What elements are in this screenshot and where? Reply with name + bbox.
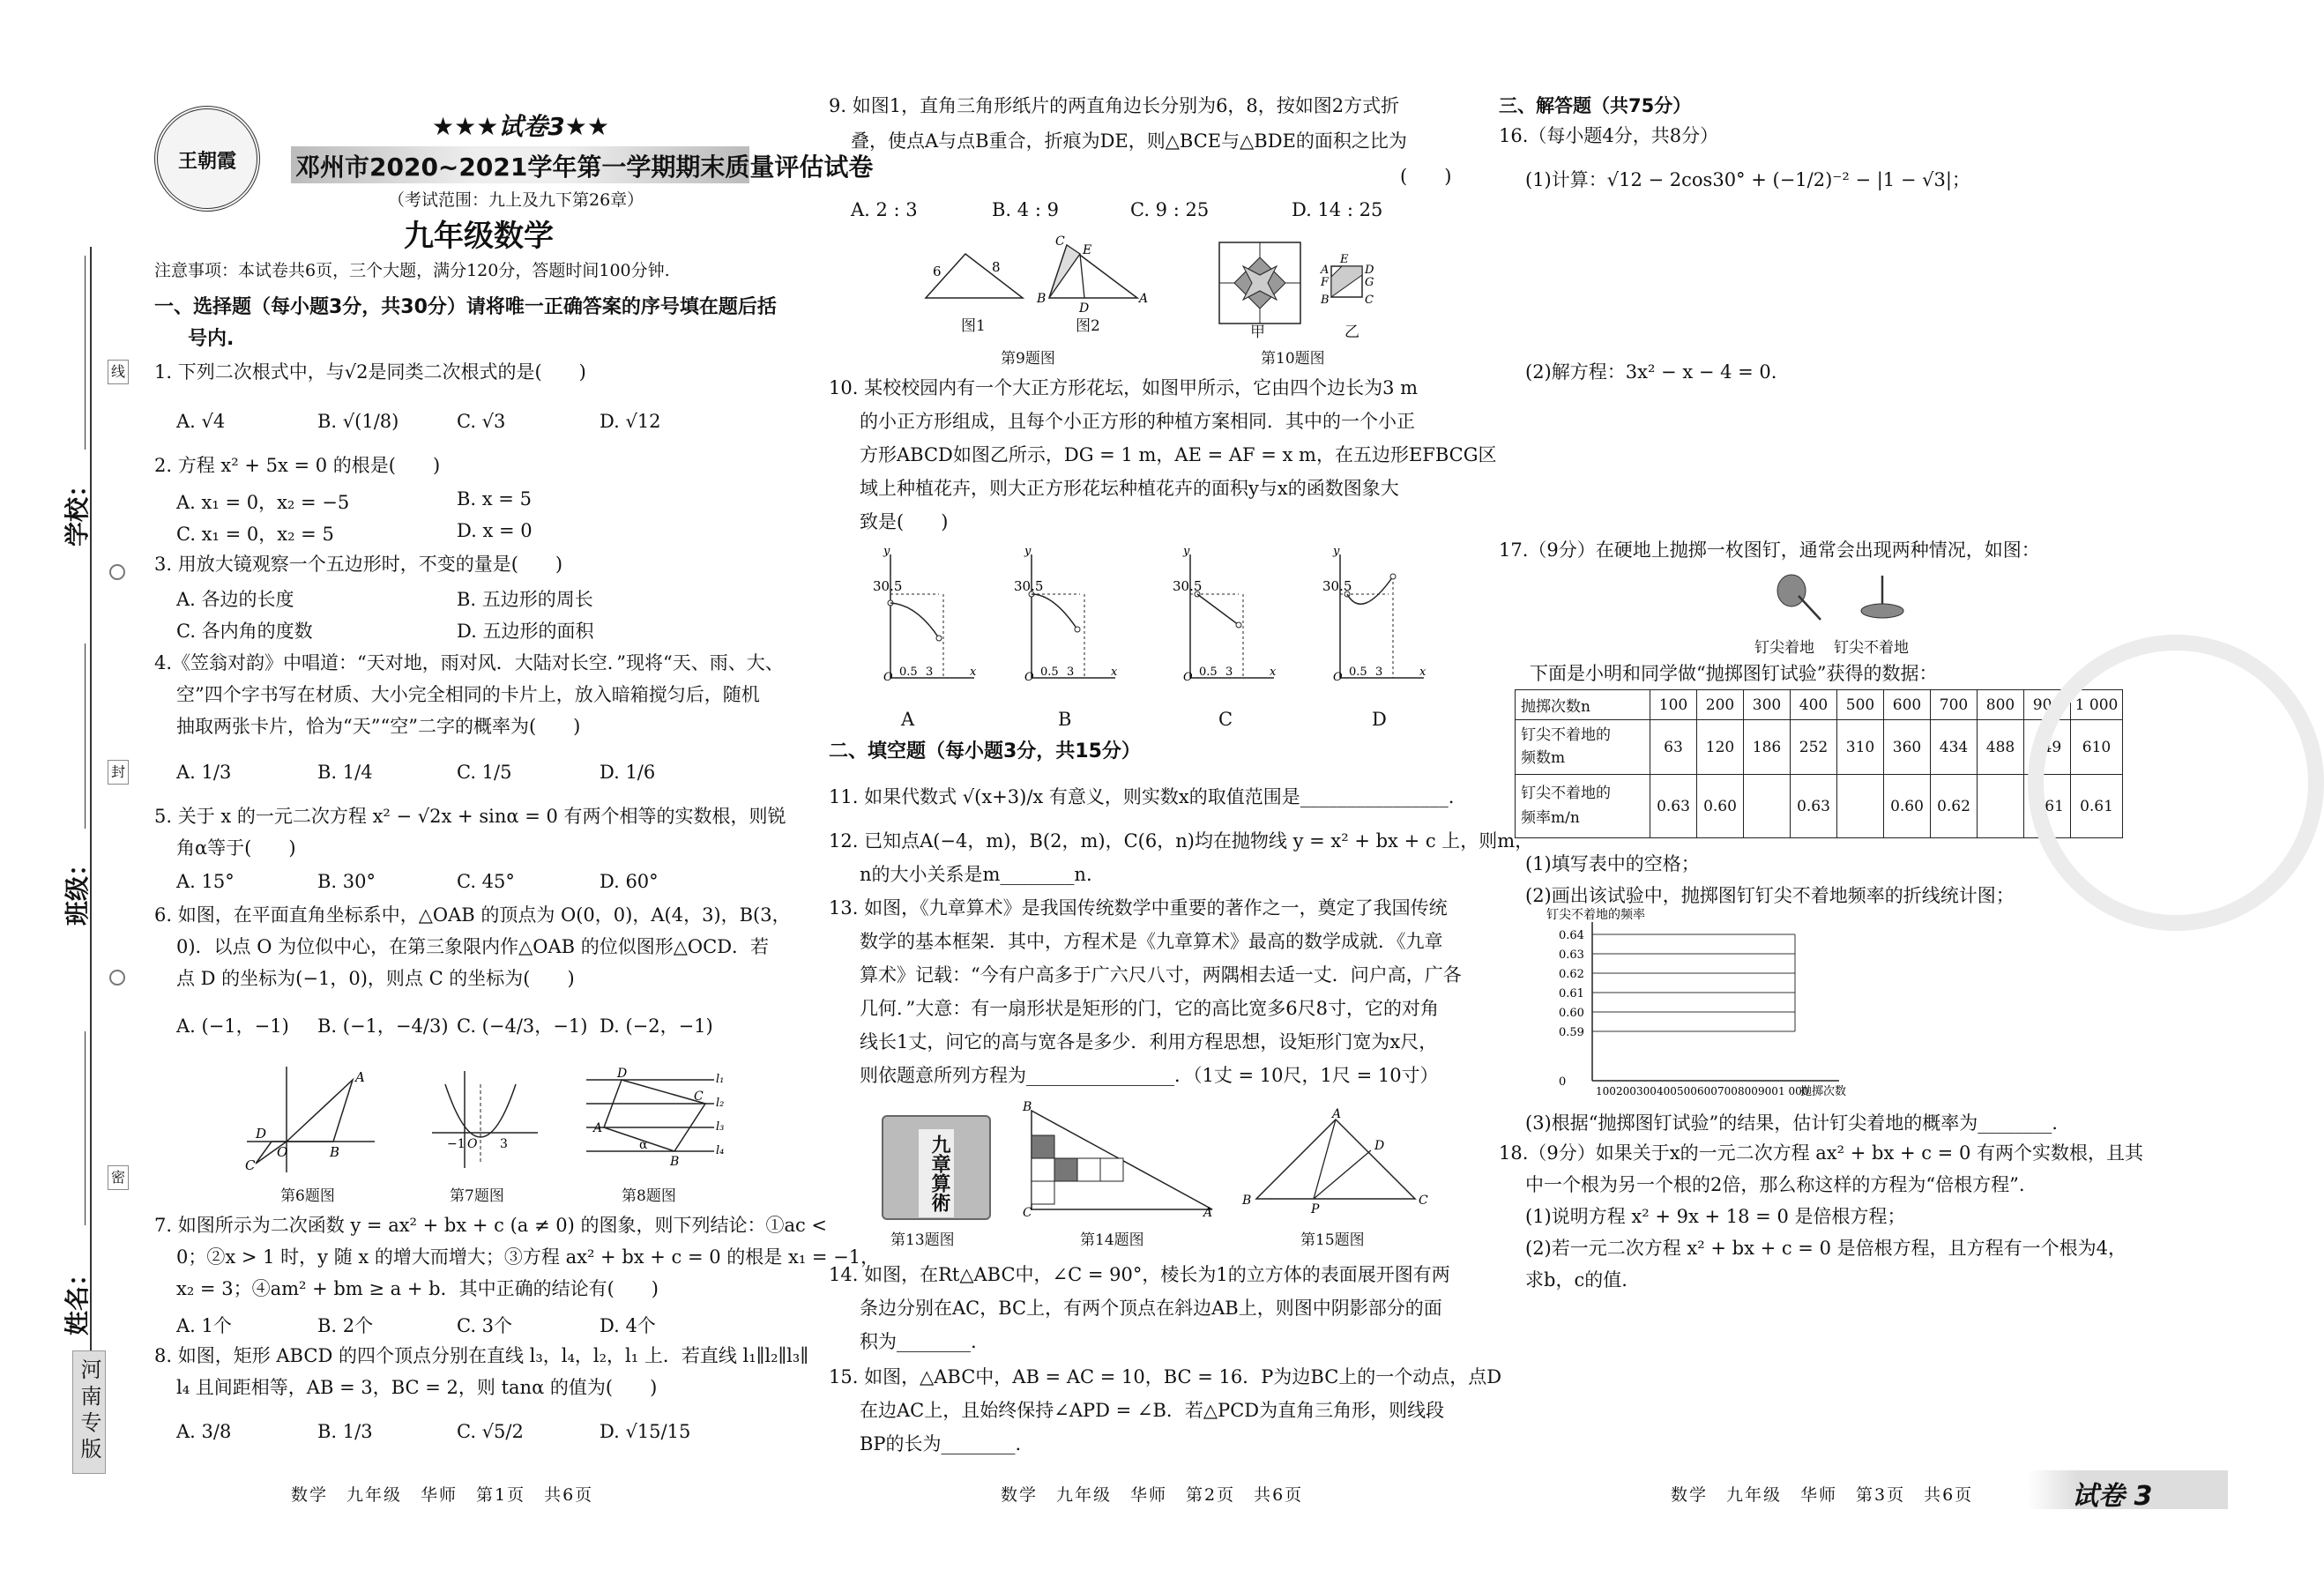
exam-notice: 注意事项：本试卷共6页，三个大题，满分120分，答题时间100分钟.	[154, 261, 670, 280]
option-a[interactable]: A. x₁ = 0，x₂ = −5	[176, 492, 350, 513]
chart-y-tick: 0.60	[1559, 1007, 1584, 1020]
svg-text:E: E	[1083, 243, 1092, 257]
question-16-part-1: (1)计算：√12 − 2cos30° + (−1/2)⁻² − |1 − √3|；	[1525, 169, 1970, 190]
logo	[154, 106, 260, 212]
question-stem: 数学的基本框架．其中，方程术是《九章算术》最高的数学成就．《九章	[860, 931, 1443, 952]
question-16-title: 16.（每小题4分，共8分）	[1499, 125, 1719, 146]
figure-label: 乙	[1344, 324, 1359, 341]
question-stem: 算术》记载：“今有户高多于广六尺八寸，两隅相去适一丈．问户高，广各	[860, 964, 1462, 986]
chart-y-tick: 0.62	[1559, 968, 1584, 981]
table-cell: 700	[1931, 690, 1978, 720]
question-stem: 10. 某校校园内有一个大正方形花坛，如图甲所示，它由四个边长为3 m	[829, 377, 1419, 398]
question-stem: 条边分别在AC，BC上，有两个顶点在斜边AB上，则图中阴影部分的面	[860, 1298, 1442, 1319]
question-stem: (1)说明方程 x² + 9x + 18 = 0 是倍根方程；	[1525, 1206, 1906, 1227]
chart-y-label: 钉尖不着地的频率	[1546, 908, 1645, 922]
svg-text:α: α	[639, 1138, 648, 1152]
table-cell: 0.63	[1791, 775, 1837, 838]
figure-label: 图1	[961, 317, 986, 335]
table-cell: 0.62	[1931, 775, 1978, 838]
question-stem: 点 D 的坐标为(−1，0)，则点 C 的坐标为( )	[176, 968, 575, 989]
figure-label: 图2	[1076, 317, 1100, 335]
svg-text:E: E	[1340, 253, 1349, 266]
question-stem: 抽取两张卡片，恰为“天”“空”二字的概率为( )	[176, 716, 581, 737]
question-stem: 14. 如图，在Rt△ABC中，∠C = 90°，棱长为1的立方体的表面展开图有两	[829, 1264, 1450, 1285]
footer-tag	[2028, 1470, 2228, 1512]
chart-y-tick: 0.59	[1559, 1026, 1584, 1039]
svg-text:C: C	[245, 1157, 256, 1173]
school-field[interactable]	[55, 256, 90, 547]
option-c[interactable]: C. x₁ = 0，x₂ = 5	[176, 524, 334, 545]
exam-scope: （考试范围：九上及九下第26章）	[388, 190, 644, 210]
figure-8-caption: 第8题图	[622, 1187, 676, 1205]
svg-text:8: 8	[992, 259, 1001, 275]
question-stem: 几何．”大意：有一扇形状是矩形的门，它的高比宽多6尺8寸，它的对角	[860, 998, 1439, 1019]
question-stem: 求b，c的值.	[1525, 1269, 1628, 1291]
svg-text:A: A	[1203, 1206, 1213, 1220]
chart-y-tick: 0.64	[1559, 929, 1584, 942]
graph-y-label: 30.5	[1322, 578, 1352, 594]
table-header: 抛掷次数n	[1516, 690, 1650, 720]
frequency-chart[interactable]	[1543, 908, 1913, 1111]
svg-text:3: 3	[500, 1137, 508, 1151]
question-stem: 角α等于( )	[176, 837, 296, 859]
svg-text:0.5: 0.5	[899, 666, 918, 679]
section-1-title: 一、选择题（每小题3分，共30分）请将唯一正确答案的序号填在题后括	[154, 296, 777, 318]
option-label[interactable]: A	[901, 709, 915, 730]
table-cell: 186	[1744, 720, 1791, 775]
name-label: 姓名：	[63, 1261, 92, 1335]
table-cell: 610	[2071, 720, 2123, 775]
option-a[interactable]: A. 1个	[176, 1315, 232, 1336]
question-stem: 线长1丈，问它的高与宽各是多少．利用方程思想，设矩形门宽为x尺，	[860, 1031, 1438, 1053]
section-2-title: 二、填空题（每小题3分，共15分）	[829, 740, 1141, 762]
option-b[interactable]: B. 1/4	[317, 762, 373, 783]
logo-text: 王朝霞	[177, 150, 236, 173]
table-cell: 0.60	[1884, 775, 1931, 838]
svg-text:x: x	[1419, 666, 1426, 679]
table-header-line: 频率m/n	[1521, 808, 1580, 827]
series-title: ★★★试卷3★★	[432, 112, 609, 141]
table-cell: 0.60	[1697, 775, 1744, 838]
section-3-title: 三、解答题（共75分）	[1499, 95, 1692, 116]
svg-text:A: A	[1332, 1107, 1342, 1121]
footer-page-1: 数学 九年级 华师 第1页 共6页	[291, 1485, 594, 1505]
option-graph-a[interactable]	[873, 545, 979, 684]
question-stem: l₄ 且间距相等，AB = 3，BC = 2，则 tanα 的值为( )	[176, 1377, 658, 1398]
option-d[interactable]: D. 1/6	[600, 762, 656, 783]
edition-badge	[72, 1350, 106, 1474]
figure-6	[238, 1062, 379, 1177]
table-cell: 310	[1837, 720, 1884, 775]
chart-y-tick: 0.63	[1559, 948, 1584, 962]
svg-text:O: O	[277, 1144, 288, 1160]
option-label[interactable]: D	[1372, 709, 1387, 730]
option-a[interactable]: A. 2 : 3	[851, 199, 918, 220]
chart-x-tick: 400	[1657, 1085, 1677, 1097]
question-stem: 7. 如图所示为二次函数 y = ax² + bx + c (a ≠ 0) 的图象，则下列结论：①ac <	[154, 1215, 828, 1236]
table-cell: 434	[1931, 720, 1978, 775]
option-d[interactable]: D. 五边形的面积	[457, 621, 594, 642]
option-c[interactable]: C. 1/5	[457, 762, 512, 783]
table-cell-blank[interactable]	[1978, 775, 2024, 838]
question-stem: 5. 关于 x 的一元二次方程 x² − √2x + sinα = 0 有两个相等的实数根，则锐	[154, 806, 786, 827]
chart-x-tick: 600	[1697, 1085, 1717, 1097]
question-stem: 15. 如图，△ABC中，AB = AC = 10，BC = 16．P为边BC上的一个动点，点D	[829, 1366, 1502, 1387]
question-stem: x₂ = 3；④am² + bm ≥ a + b．其中正确的结论有( )	[176, 1278, 659, 1299]
question-stem: 积为________.	[860, 1331, 977, 1352]
option-b[interactable]: B. 4 : 9	[992, 199, 1059, 220]
table-header-line: 钉尖不着地的	[1521, 785, 1611, 803]
chart-x-tick: 500	[1677, 1085, 1697, 1097]
book-title: 九章算術	[919, 1129, 954, 1217]
svg-text:l₂: l₂	[716, 1097, 725, 1110]
class-label: 班级：	[63, 851, 92, 926]
table-cell: 900	[2024, 690, 2071, 720]
graph-y-label: 30.5	[1014, 578, 1044, 594]
svg-text:3: 3	[1225, 666, 1233, 679]
figure-7	[428, 1067, 542, 1172]
exam-subject: 九年级数学	[404, 219, 554, 254]
option-a[interactable]: A. (−1，−1)	[176, 1015, 289, 1037]
figure-7-caption: 第7题图	[450, 1187, 504, 1205]
option-c[interactable]: C. (−4/3，−1)	[457, 1015, 588, 1037]
svg-text:A: A	[593, 1121, 603, 1135]
svg-text:C: C	[1365, 294, 1374, 307]
thumbtack-icon	[1856, 571, 1909, 624]
graph-y-label: 30.5	[873, 578, 903, 594]
question-stem: 方形ABCD如图乙所示，DG = 1 m，AE = AF = x m，在五边形EFBCG区	[860, 444, 1497, 465]
svg-text:B: B	[670, 1155, 680, 1169]
graph-y-label: 30.5	[1173, 578, 1203, 594]
svg-text:3: 3	[1375, 666, 1383, 679]
thumbtack-caption: 钉尖着地	[1754, 639, 1814, 657]
circle-icon	[109, 564, 125, 580]
svg-text:A: A	[355, 1069, 365, 1085]
table-cell: 0.61	[2071, 775, 2123, 838]
question-stem: 18.（9分）如果关于x的一元二次方程 ax² + bx + c = 0 有两个实数根，且其	[1499, 1142, 2143, 1164]
question-stem: 0)．以点 O 为位似中心，在第三象限内作△OAB 的位似图形△OCD．若	[176, 936, 770, 957]
option-c[interactable]: C. √5/2	[457, 1421, 524, 1442]
svg-text:O: O	[1333, 671, 1343, 684]
table-cell-blank[interactable]	[1837, 775, 1884, 838]
table-cell: 549	[2024, 720, 2071, 775]
svg-text:B: B	[1023, 1100, 1032, 1114]
table-cell: 252	[1791, 720, 1837, 775]
question-stem: 则依题意所列方程为________________．（1丈 = 10尺，1尺 = 10寸）	[860, 1065, 1439, 1086]
svg-text:O: O	[467, 1137, 478, 1151]
question-stem: 叠，使点A与点B重合，折痕为DE，则△BCE与△BDE的面积之比为	[851, 130, 1407, 152]
svg-text:C: C	[1419, 1194, 1428, 1208]
table-header-line: 钉尖不着地的	[1521, 726, 1611, 744]
chart-x-tick: 200	[1616, 1085, 1636, 1097]
svg-text:D: D	[1365, 264, 1374, 277]
svg-text:0.5: 0.5	[1349, 666, 1367, 679]
option-c[interactable]: C. 9 : 25	[1130, 199, 1210, 220]
svg-text:B: B	[330, 1144, 340, 1160]
svg-text:y: y	[1183, 545, 1190, 558]
svg-text:D: D	[1374, 1139, 1385, 1153]
question-16-part-2: (2)解方程：3x² − x − 4 = 0.	[1525, 361, 1777, 383]
seal-mark-seal: 封	[108, 760, 129, 785]
option-b[interactable]: B. (−1，−4/3)	[317, 1015, 449, 1037]
svg-text:C: C	[694, 1090, 704, 1104]
svg-text:x: x	[1111, 666, 1118, 679]
circle-icon	[109, 970, 125, 986]
chart-x-tick: 900	[1758, 1085, 1778, 1097]
table-header-line: 频数m	[1521, 748, 1566, 767]
class-blank	[85, 643, 86, 829]
figure-15	[1239, 1107, 1433, 1216]
binding-line	[90, 247, 92, 1428]
question-stem: 致是( )	[860, 511, 949, 532]
option-a[interactable]: A. 15°	[176, 871, 235, 892]
question-stem: 2. 方程 x² + 5x = 0 的根是( )	[154, 455, 441, 476]
option-d[interactable]: D. 60°	[600, 871, 659, 892]
figure-14-caption: 第14题图	[1080, 1231, 1144, 1249]
exam-title: 邓州市2020~2021学年第一学期期末质量评估试卷	[295, 152, 874, 182]
figure-10	[1217, 240, 1393, 328]
table-header	[1516, 775, 1650, 838]
svg-text:D: D	[617, 1067, 628, 1081]
question-sub-3: (3)根据“抛掷图钉试验”的结果，估计钉尖着地的概率为________.	[1525, 1112, 2058, 1134]
option-d[interactable]: D. 14 : 25	[1292, 199, 1383, 220]
question-stem: 0；②x > 1 时，y 随 x 的增大而增大；③方程 ax² + bx + c = 0 的根是 x₁ = −1，	[176, 1246, 880, 1268]
chart-x-tick: 100	[1596, 1085, 1616, 1097]
option-c[interactable]: C. 3个	[457, 1315, 513, 1336]
svg-text:C: C	[1055, 234, 1065, 249]
table-cell: 500	[1837, 690, 1884, 720]
table-cell: 400	[1791, 690, 1837, 720]
name-field[interactable]	[55, 1031, 90, 1340]
svg-text:O: O	[1183, 671, 1193, 684]
chart-y-tick: 0.61	[1559, 987, 1584, 1001]
table-cell: 0.61	[2024, 775, 2071, 838]
option-graph-b[interactable]	[1014, 545, 1120, 684]
option-d[interactable]: D. 4个	[600, 1315, 656, 1336]
svg-text:y: y	[1024, 545, 1032, 558]
table-row	[1516, 690, 2123, 720]
question-stem: 17.（9分）在硬地上抛掷一枚图钉，通常会出现两种情况，如图：	[1499, 539, 2040, 561]
table-cell-blank[interactable]	[1744, 775, 1791, 838]
table-header	[1516, 720, 1650, 775]
svg-text:y: y	[1333, 545, 1340, 558]
question-stem: 在边AC上，且始终保持∠APD = ∠B．若△PCD为直角三角形，则线段	[860, 1400, 1445, 1421]
svg-text:6: 6	[933, 264, 942, 279]
svg-text:B: B	[1242, 1194, 1252, 1208]
option-b[interactable]: B. 1/3	[317, 1421, 373, 1442]
svg-text:P: P	[1311, 1202, 1320, 1216]
figure-9	[917, 234, 1149, 324]
chart-x-tick: 700	[1717, 1085, 1738, 1097]
svg-text:C: C	[1023, 1206, 1032, 1220]
option-c[interactable]: C. 各内角的度数	[176, 621, 313, 642]
question-stem: 空”四个字书写在材质、大小完全相同的卡片上，放入暗箱搅匀后，随机	[176, 684, 760, 705]
chart-x-tick: 800	[1738, 1085, 1758, 1097]
option-a[interactable]: A. 各边的长度	[176, 589, 294, 610]
thumbtack-caption: 钉尖不着地	[1834, 639, 1909, 657]
class-field[interactable]	[55, 643, 90, 934]
figure-13-book	[882, 1115, 991, 1220]
chart-x-label: 抛掷次数	[1800, 1085, 1847, 1098]
svg-text:O: O	[883, 671, 893, 684]
question-stem: 的小正方形组成，且每个小正方形的种植方案相同．其中的一个小正	[860, 411, 1415, 432]
chart-x-tick: 1 000	[1778, 1085, 1809, 1097]
svg-text:B: B	[1321, 294, 1330, 307]
seal-mark-secret: 密	[108, 1165, 129, 1190]
option-graph-d[interactable]	[1322, 545, 1428, 684]
svg-text:G: G	[1365, 276, 1374, 289]
figure-6-caption: 第6题图	[280, 1187, 335, 1205]
question-stem: 8. 如图，矩形 ABCD 的四个顶点分别在直线 l₃，l₄，l₂，l₁ 上．若直线 l₁∥l₂∥l₃∥	[154, 1345, 809, 1366]
question-stem: ( )	[1400, 166, 1452, 187]
svg-text:D: D	[256, 1126, 267, 1142]
name-blank	[85, 1031, 86, 1225]
option-label[interactable]: C	[1218, 709, 1233, 730]
table-cell: 100	[1650, 690, 1697, 720]
option-c[interactable]: C. √3	[457, 411, 506, 432]
svg-text:l₁: l₁	[716, 1073, 725, 1086]
section-1-title-cont: 号内.	[188, 328, 235, 350]
question-stem: 1. 下列二次根式中，与√2是同类二次根式的是( )	[154, 361, 586, 383]
svg-text:0.5: 0.5	[1199, 666, 1218, 679]
table-cell: 120	[1697, 720, 1744, 775]
question-stem: 6. 如图，在平面直角坐标系中，△OAB 的顶点为 O(0，0)，A(4，3)，B(3，	[154, 904, 791, 926]
chart-y-tick: 0	[1559, 1075, 1567, 1089]
question-sub-1: (1)填写表中的空格；	[1525, 853, 1700, 874]
question-11: 11. 如果代数式 √(x+3)/x 有意义，则实数x的取值范围是________________.	[829, 786, 1455, 807]
option-b[interactable]: B. 五边形的周长	[457, 589, 593, 610]
edition-text: 河南专版	[77, 1358, 101, 1464]
svg-text:A: A	[1139, 292, 1149, 306]
svg-text:0.5: 0.5	[1040, 666, 1059, 679]
figure-9-caption: 第9题图	[1001, 350, 1055, 368]
svg-text:−1: −1	[447, 1137, 466, 1151]
table-cell: 200	[1697, 690, 1744, 720]
school-label: 学校：	[63, 472, 92, 547]
chart-x-tick: 300	[1636, 1085, 1657, 1097]
table-cell: 1 000	[2071, 690, 2123, 720]
option-b[interactable]: B. 30°	[317, 871, 376, 892]
question-stem: 中一个根为另一个根的2倍，那么称这样的方程为“倍根方程”.	[1525, 1174, 2025, 1195]
svg-text:F: F	[1321, 276, 1330, 289]
option-a[interactable]: A. √4	[176, 411, 226, 432]
option-d[interactable]: D. (−2，−1)	[600, 1015, 713, 1037]
seal-mark-line: 线	[108, 360, 129, 384]
figure-14	[1023, 1100, 1217, 1220]
svg-text:l₄: l₄	[716, 1144, 725, 1157]
option-d[interactable]: D. √12	[600, 411, 661, 432]
option-label[interactable]: B	[1058, 709, 1072, 730]
option-d[interactable]: D. √15/15	[600, 1421, 691, 1442]
svg-text:B: B	[1037, 292, 1047, 306]
question-sub-2: (2)画出该试验中，抛掷图钉钉尖不着地频率的折线统计图；	[1525, 885, 2015, 906]
school-blank	[85, 256, 86, 450]
watermark-seal	[2028, 635, 2324, 931]
table-cell: 488	[1978, 720, 2024, 775]
option-b[interactable]: B. √(1/8)	[317, 411, 399, 432]
svg-text:D: D	[1079, 301, 1090, 316]
question-stem: 3. 用放大镜观察一个五边形时，不变的量是( )	[154, 554, 563, 575]
thumbtack-icon	[1772, 571, 1825, 624]
option-b[interactable]: B. x = 5	[457, 488, 532, 510]
svg-text:3: 3	[1067, 666, 1075, 679]
option-b[interactable]: B. 2个	[317, 1315, 374, 1336]
table-cell: 360	[1884, 720, 1931, 775]
question-stem: 12. 已知点A(−4，m)，B(2，m)，C(6，n)均在抛物线 y = x² + bx + c 上，则m，	[829, 830, 1534, 852]
svg-text:y: y	[883, 545, 890, 558]
question-stem: 4.《笠翁对韵》中唱道：“天对地，雨对风．大陆对长空．”现将“天、雨、大、	[154, 652, 784, 673]
svg-text:x: x	[970, 666, 977, 679]
option-a[interactable]: A. 3/8	[176, 1421, 232, 1442]
svg-text:x: x	[1270, 666, 1277, 679]
table-cell: 300	[1744, 690, 1791, 720]
option-graph-c[interactable]	[1173, 545, 1278, 684]
question-stem: n的大小关系是m________n.	[860, 864, 1092, 885]
table-cell: 0.63	[1650, 775, 1697, 838]
footer-page-2: 数学 九年级 华师 第2页 共6页	[1001, 1485, 1304, 1505]
figure-10-caption: 第10题图	[1261, 350, 1325, 368]
table-cell: 63	[1650, 720, 1697, 775]
table-cell: 800	[1978, 690, 2024, 720]
option-c[interactable]: C. 45°	[457, 871, 515, 892]
question-stem: 域上种植花卉，则大正方形花坛种植花卉的面积y与x的函数图象大	[860, 478, 1399, 499]
footer-page-3: 数学 九年级 华师 第3页 共6页	[1671, 1485, 1974, 1505]
figure-label: 甲	[1250, 324, 1265, 341]
svg-text:l₃: l₃	[716, 1120, 725, 1134]
option-a[interactable]: A. 1/3	[176, 762, 232, 783]
option-d[interactable]: D. x = 0	[457, 520, 533, 541]
question-stem: 9. 如图1，直角三角形纸片的两直角边长分别为6，8，按如图2方式折	[829, 95, 1400, 116]
question-stem: 13. 如图，《九章算术》是我国传统数学中重要的著作之一，奠定了我国传统	[829, 897, 1448, 919]
footer-tag-text: 试卷 3	[2072, 1481, 2153, 1512]
figure-15-caption: 第15题图	[1300, 1231, 1365, 1249]
question-stem: BP的长为________.	[860, 1433, 1022, 1454]
svg-text:O: O	[1024, 671, 1034, 684]
table-cell: 600	[1884, 690, 1931, 720]
figure-13-caption: 第13题图	[890, 1231, 955, 1249]
question-stem: 下面是小明和同学做“抛掷图钉试验”获得的数据：	[1530, 663, 1938, 684]
svg-text:3: 3	[926, 666, 934, 679]
question-stem: (2)若一元二次方程 x² + bx + c = 0 是倍根方程，且方程有一个根为4，	[1525, 1238, 2127, 1259]
figure-8	[582, 1067, 732, 1177]
svg-text:A: A	[1321, 264, 1330, 277]
